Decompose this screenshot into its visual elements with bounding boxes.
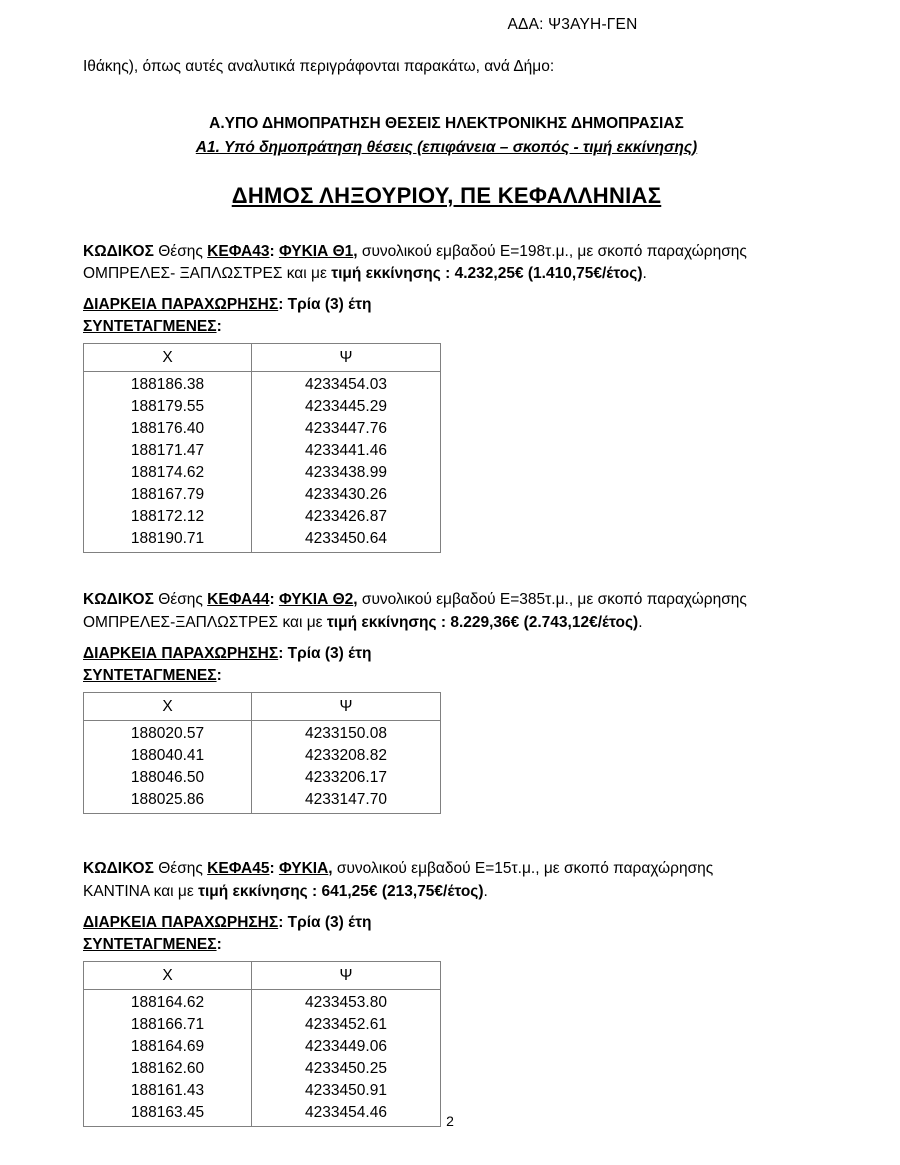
coordinate-x: 188164.62: [84, 990, 252, 1015]
coordinate-y: 4233447.76: [305, 420, 387, 438]
duration-line: [83, 912, 810, 934]
entry-name: ΦΥΚΙΑ Θ1: [278, 242, 354, 260]
coordinate-x: 188176.40: [84, 418, 252, 440]
entry-purpose: ΚΑΝΤΙΝΑ: [83, 883, 150, 901]
coordinate-x: 188020.57: [84, 721, 252, 746]
table-row: [84, 1058, 441, 1080]
column-header-y: Ψ: [252, 962, 441, 990]
coordinate-x: 188172.12: [84, 506, 252, 528]
entry-price-connector: και με: [153, 883, 194, 901]
coordinates-colon: :: [216, 318, 222, 336]
duration-colon: :: [278, 645, 284, 663]
code-colon: :: [269, 242, 275, 260]
auction-entry: [83, 589, 810, 814]
entry-price: 8.229,36€ (2.743,12€/έτος): [450, 614, 639, 632]
coordinate-y: 4233441.46: [305, 442, 387, 460]
coordinates-table: [83, 961, 441, 1127]
coordinate-y: 4233450.91: [305, 1082, 387, 1100]
coordinate-y: 4233450.64: [305, 530, 387, 548]
entry-meta: [83, 294, 810, 338]
coordinate-y: 4233449.06: [305, 1038, 387, 1056]
entry-description: ΚΩΔΙΚΟΣ Θέσης ΚΕΦΑ43: ΦΥΚΙΑ Θ1, συνολικού εμβαδού Ε=198τ.μ., με σκοπό παραχώρησης ΟΜΠΡΕΛΕΣ- ΞΑΠΛΩΣΤΡΕΣ και με τιμή εκκίνησης : 4.232,25€ (1.410,75€/έτος).: [83, 242, 747, 283]
coordinate-x: 188040.41: [84, 745, 252, 767]
table-row: [84, 789, 441, 814]
table-row: [84, 462, 441, 484]
entry-purpose: ΟΜΠΡΕΛΕΣ-ΞΑΠΛΩΣΤΡΕΣ: [83, 614, 279, 632]
entry-area-text: συνολικού εμβαδού Ε=385τ.μ., με σκοπό παραχώρησης: [361, 591, 747, 609]
coordinate-x: 188179.55: [84, 396, 252, 418]
table-row: [84, 418, 441, 440]
coordinates-line: [83, 316, 810, 338]
coordinates-table: [83, 343, 441, 553]
section-heading-a1: Α1. Υπό δημοπράτηση θέσεις (επιφάνεια – σκοπός - τιμή εκκίνησης): [195, 138, 698, 156]
section-heading-block: [83, 112, 810, 160]
coordinates-label: ΣΥΝΤΕΤΑΓΜΕΝΕΣ: [83, 318, 217, 336]
coordinate-y: 4233438.99: [305, 464, 387, 482]
column-header-x: Χ: [84, 962, 252, 990]
entry-price-connector: και με: [282, 614, 323, 632]
table-row: [84, 440, 441, 462]
auction-entry: [83, 241, 810, 554]
entry-price-label: τιμή εκκίνησης :: [331, 265, 451, 283]
coordinates-table-body: [84, 372, 441, 553]
duration-value: Τρία (3) έτη: [287, 296, 372, 314]
code-prefix-label: ΚΩΔΙΚΟΣ: [83, 591, 154, 609]
table-row: [84, 990, 441, 1015]
intro-paragraph: Ιθάκης), όπως αυτές αναλυτικά περιγράφονται παρακάτω, ανά Δήμο:: [83, 58, 555, 75]
entry-description: ΚΩΔΙΚΟΣ Θέσης ΚΕΦΑ45: ΦΥΚΙΑ, συνολικού εμβαδού Ε=15τ.μ., με σκοπό παραχώρησης ΚΑΝΤΙΝΑ και με τιμή εκκίνησης : 641,25€ (213,75€/έτος).: [83, 860, 714, 901]
coordinate-y: 4233150.08: [305, 725, 387, 743]
document-content: [83, 56, 810, 1127]
coordinates-table-body: [84, 721, 441, 814]
coordinate-x: 188164.69: [84, 1036, 252, 1058]
code-colon: :: [269, 591, 275, 609]
coordinates-table-head: [84, 344, 441, 372]
coordinates-line: [83, 934, 810, 956]
table-row: [84, 484, 441, 506]
duration-value: Τρία (3) έτη: [287, 645, 372, 663]
coordinate-x: 188174.62: [84, 462, 252, 484]
duration-label: ΔΙΑΡΚΕΙΑ ΠΑΡΑΧΩΡΗΣΗΣ: [83, 296, 279, 314]
table-row: [84, 721, 441, 746]
position-word: Θέσης: [158, 860, 203, 878]
entry-meta: [83, 912, 810, 956]
coordinates-label: ΣΥΝΤΕΤΑΓΜΕΝΕΣ: [83, 936, 217, 954]
coordinate-y: 4233426.87: [305, 508, 387, 526]
column-header-y: Ψ: [252, 693, 441, 721]
column-header-y: Ψ: [252, 344, 441, 372]
ada-reference-header: ΑΔΑ: Ψ3ΑΥΗ-ΓΕΝ: [507, 16, 638, 33]
coordinate-y: 4233454.03: [305, 376, 387, 394]
entry-period: .: [638, 614, 643, 632]
code-prefix-label: ΚΩΔΙΚΟΣ: [83, 860, 154, 878]
coordinate-x: 188171.47: [84, 440, 252, 462]
duration-line: [83, 294, 810, 316]
coordinate-x: 188046.50: [84, 767, 252, 789]
coordinate-y: 4233430.26: [305, 486, 387, 504]
section-heading-a: Α.ΥΠΟ ΔΗΜΟΠΡΑΤΗΣΗ ΘΕΣΕΙΣ ΗΛΕΚΤΡΟΝΙΚΗΣ ΔΗΜΟΠΡΑΣΙΑΣ: [209, 115, 684, 133]
entry-period: .: [642, 265, 647, 283]
duration-label: ΔΙΑΡΚΕΙΑ ΠΑΡΑΧΩΡΗΣΗΣ: [83, 914, 279, 932]
entry-price-label: τιμή εκκίνησης :: [198, 883, 318, 901]
coordinates-table-head: [84, 693, 441, 721]
duration-colon: :: [278, 914, 284, 932]
coordinate-y: 4233450.25: [305, 1060, 387, 1078]
auction-entry: [83, 858, 810, 1127]
entry-period: .: [483, 883, 488, 901]
coordinate-x: 188190.71: [84, 528, 252, 553]
table-row: [84, 1080, 441, 1102]
table-row: [84, 1036, 441, 1058]
table-header-row: [84, 344, 441, 372]
entry-purpose: ΟΜΠΡΕΛΕΣ- ΞΑΠΛΩΣΤΡΕΣ: [83, 265, 283, 283]
entry-price-label: τιμή εκκίνησης :: [326, 614, 447, 632]
column-header-x: Χ: [84, 693, 252, 721]
coordinate-x: 188167.79: [84, 484, 252, 506]
entry-meta: [83, 643, 810, 687]
column-header-x: Χ: [84, 344, 252, 372]
duration-value: Τρία (3) έτη: [287, 914, 372, 932]
coordinate-x: 188025.86: [84, 789, 252, 814]
position-word: Θέσης: [158, 242, 203, 260]
coordinates-table-head: [84, 962, 441, 990]
entry-area-text: συνολικού εμβαδού Ε=15τ.μ., με σκοπό παραχώρησης: [336, 860, 714, 878]
coordinates-colon: :: [216, 667, 222, 685]
table-row: [84, 372, 441, 397]
table-row: [84, 506, 441, 528]
duration-label: ΔΙΑΡΚΕΙΑ ΠΑΡΑΧΩΡΗΣΗΣ: [83, 645, 279, 663]
entry-description: ΚΩΔΙΚΟΣ Θέσης ΚΕΦΑ44: ΦΥΚΙΑ Θ2, συνολικού εμβαδού Ε=385τ.μ., με σκοπό παραχώρησης ΟΜΠΡΕΛΕΣ-ΞΑΠΛΩΣΤΡΕΣ και με τιμή εκκίνησης : 8.229,36€ (2.743,12€/έτος).: [83, 591, 747, 632]
coordinate-x: 188162.60: [84, 1058, 252, 1080]
code-prefix-label: ΚΩΔΙΚΟΣ: [83, 242, 154, 260]
coordinate-y: 4233208.82: [305, 747, 387, 765]
page-number: 2: [446, 1113, 454, 1129]
position-word: Θέσης: [158, 591, 203, 609]
table-row: [84, 767, 441, 789]
entry-name: ΦΥΚΙΑ Θ2: [278, 591, 354, 609]
entry-price: 641,25€ (213,75€/έτος): [321, 883, 484, 901]
coordinate-x: 188166.71: [84, 1014, 252, 1036]
duration-colon: :: [278, 296, 284, 314]
coordinate-y: 4233453.80: [305, 994, 387, 1012]
duration-line: [83, 643, 810, 665]
coordinate-y: 4233445.29: [305, 398, 387, 416]
coordinates-line: [83, 665, 810, 687]
entry-code: ΚΕΦΑ43: [207, 242, 270, 260]
coordinates-table: [83, 692, 441, 814]
coordinates-table-body: [84, 990, 441, 1127]
coordinate-y: 4233206.17: [305, 769, 387, 787]
coordinate-x: 188161.43: [84, 1080, 252, 1102]
entry-area-text: συνολικού εμβαδού Ε=198τ.μ., με σκοπό παραχώρησης: [361, 242, 747, 260]
code-colon: :: [269, 860, 275, 878]
coordinate-x: 188186.38: [84, 372, 252, 397]
coordinate-x: 188163.45: [84, 1102, 252, 1127]
entry-code: ΚΕΦΑ45: [207, 860, 270, 878]
entry-code: ΚΕΦΑ44: [207, 591, 270, 609]
table-row: [84, 528, 441, 553]
coordinates-label: ΣΥΝΤΕΤΑΓΜΕΝΕΣ: [83, 667, 217, 685]
table-row: [84, 1014, 441, 1036]
coordinate-y: 4233454.46: [305, 1104, 387, 1122]
municipality-title: ΔΗΜΟΣ ΛΗΞΟΥΡΙΟΥ, ΠΕ ΚΕΦΑΛΛΗΝΙΑΣ: [231, 182, 662, 208]
entry-price-connector: και με: [286, 265, 327, 283]
table-row: [84, 745, 441, 767]
coordinate-y: 4233452.61: [305, 1016, 387, 1034]
table-row: [84, 396, 441, 418]
table-header-row: [84, 693, 441, 721]
coordinates-colon: :: [216, 936, 222, 954]
coordinate-y: 4233147.70: [305, 791, 387, 809]
entry-name: ΦΥΚΙΑ: [278, 860, 329, 878]
entry-price: 4.232,25€ (1.410,75€/έτος): [454, 265, 643, 283]
table-header-row: [84, 962, 441, 990]
